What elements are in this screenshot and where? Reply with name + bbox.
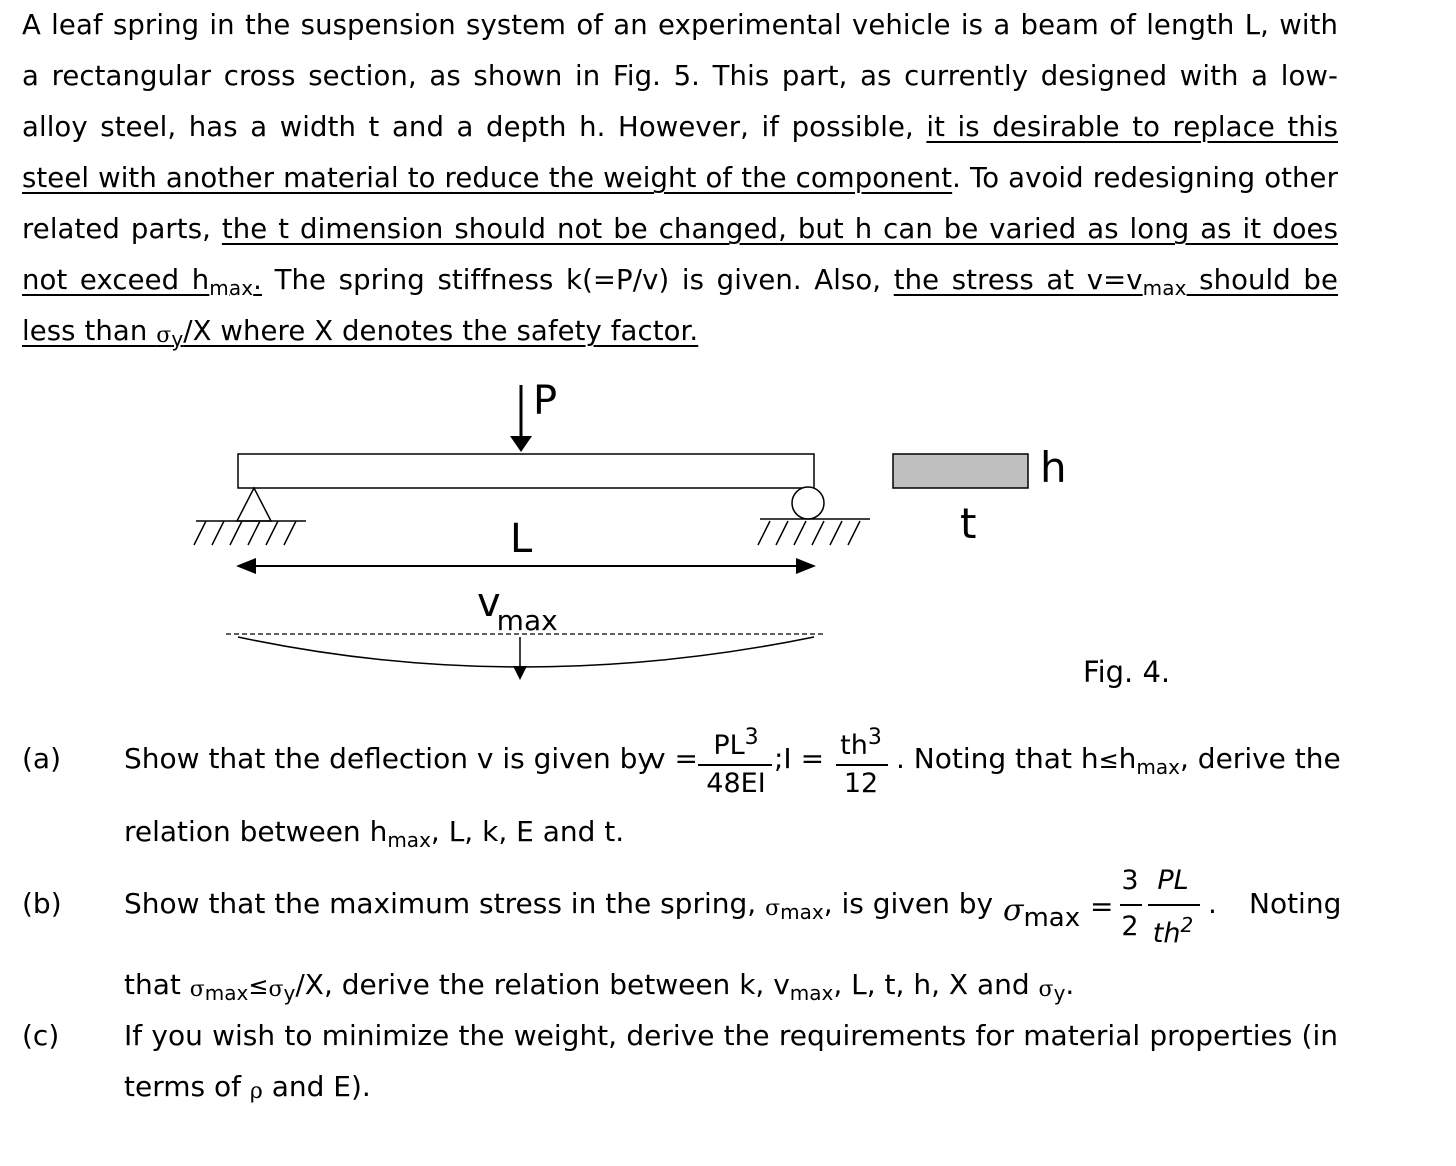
question-c-label: (c) bbox=[22, 1019, 60, 1052]
hmax-subscript: max bbox=[209, 276, 254, 300]
width-label: t bbox=[960, 499, 977, 548]
fraction-1-denominator: 48EI bbox=[706, 768, 766, 799]
length-label: L bbox=[510, 516, 533, 562]
qb-l2-le: ≤ bbox=[248, 972, 269, 1000]
num2-exp: 3 bbox=[867, 725, 882, 750]
qa-line2-sub: max bbox=[387, 828, 431, 852]
coef-bar bbox=[1120, 904, 1142, 906]
sigma-y-subscript: y bbox=[171, 327, 184, 351]
qb-l2c: , L, t, h, X and bbox=[833, 968, 1039, 1001]
intro-underline-2-end: . bbox=[253, 264, 263, 296]
qb-l2-sub4: y bbox=[1053, 981, 1066, 1005]
sigma-symbol: σ bbox=[156, 323, 172, 348]
qa-text2: . Noting that h bbox=[896, 742, 1099, 775]
deflected-curve bbox=[238, 637, 814, 667]
qb-l2-sigma3: σ bbox=[1038, 977, 1054, 1002]
question-b-dot: . bbox=[1208, 887, 1217, 920]
question-c-line-2 bbox=[124, 1070, 371, 1104]
qb-sigma: σ bbox=[765, 896, 781, 921]
intro-underline-3-c: /X where X denotes the safety factor. bbox=[183, 315, 699, 347]
vmax-arrow bbox=[513, 637, 527, 680]
num1-text: PL bbox=[713, 730, 745, 761]
question-a-line-2 bbox=[124, 815, 625, 852]
question-c-line-1: If you wish to minimize the weight, derive the requirements for material properties (in bbox=[124, 1019, 1338, 1052]
stress-den-text: th bbox=[1152, 918, 1181, 949]
question-a-eq-v: v = bbox=[649, 742, 698, 775]
vmax-subscript: max bbox=[1142, 276, 1187, 300]
question-a-text-2 bbox=[896, 742, 1341, 779]
question-b-label: (b) bbox=[22, 887, 62, 920]
qa-line2-end: , L, k, E and t. bbox=[430, 815, 625, 848]
qb-l2b: /X, derive the relation between k, v bbox=[295, 968, 790, 1001]
roller-support bbox=[758, 487, 870, 545]
cross-section bbox=[893, 454, 1028, 488]
intro-underline-2-text: the t dimension should not be changed, but h can be varied as long as it does not exceed h bbox=[22, 213, 1338, 296]
intro-underline-3-b: should be less than bbox=[22, 264, 1339, 347]
question-b-eq-sigma bbox=[1003, 893, 1081, 933]
fraction-2-numerator bbox=[834, 727, 888, 759]
figure-caption: Fig. 4. bbox=[1083, 655, 1171, 689]
question-a-mid: ;I = bbox=[774, 742, 825, 775]
coef-denominator: 2 bbox=[1121, 911, 1139, 942]
pin-support bbox=[194, 488, 306, 545]
fraction-1-bar bbox=[698, 764, 772, 766]
rho-symbol: ρ bbox=[249, 1079, 263, 1104]
intro-underline-3-text: the stress at v=v bbox=[893, 264, 1143, 296]
question-a-text: Show that the deflection v is given by bbox=[124, 742, 654, 775]
vmax-label bbox=[477, 580, 558, 637]
question-a-label: (a) bbox=[22, 742, 62, 775]
intro-underline-1: it is desirable to replace this steel with another material to reduce the weight of the component bbox=[22, 111, 1338, 194]
load-label: P bbox=[533, 378, 558, 424]
qb-eq-sigma: σ bbox=[1003, 893, 1024, 928]
qb-l2-sub3: max bbox=[789, 981, 834, 1005]
qb-text2: , is given by bbox=[823, 887, 994, 920]
intro-text-1: A leaf spring in the suspension system of an experimental vehicle is a beam of length L, with a rectangular cross section, as shown in Fig. 5. This part, as currently designed with a low-alloy steel, has a width t and a depth h. However, if possible, bbox=[22, 9, 1338, 143]
question-b-noting: Noting bbox=[1249, 887, 1342, 920]
qa-hmax-sub: max bbox=[1136, 755, 1180, 779]
vmax-sub: max bbox=[496, 604, 558, 637]
fraction-2-bar bbox=[836, 764, 888, 766]
qb-l2-sub: max bbox=[204, 981, 249, 1005]
question-b-equals: = bbox=[1090, 890, 1114, 923]
qb-l2-sigma2: σ bbox=[268, 977, 284, 1002]
qb-l2-sigma: σ bbox=[189, 977, 205, 1002]
num1-exp: 3 bbox=[744, 725, 759, 750]
qb-l2d: . bbox=[1065, 968, 1075, 1001]
qa-le: ≤ bbox=[1098, 746, 1119, 774]
fraction-2-denominator: 12 bbox=[843, 768, 879, 799]
qb-l2-sub2: y bbox=[283, 981, 296, 1005]
stress-bar bbox=[1148, 904, 1200, 906]
qc-l2b: and E). bbox=[262, 1070, 371, 1103]
beam bbox=[238, 454, 814, 488]
qb-l2a: that bbox=[124, 968, 190, 1001]
intro-text-3: The spring stiffness k(=P/v) is given. Also, bbox=[262, 264, 894, 296]
qc-l2a: terms of bbox=[124, 1070, 250, 1103]
fraction-1-numerator bbox=[700, 727, 772, 759]
qb-text1: Show that the maximum stress in the spring, bbox=[124, 887, 757, 920]
qb-sigma-sub: max bbox=[780, 900, 824, 924]
height-label: h bbox=[1040, 443, 1067, 492]
coef-numerator: 3 bbox=[1121, 865, 1139, 896]
qa-line2: relation between h bbox=[124, 815, 388, 848]
question-b-line-2 bbox=[124, 968, 1075, 1005]
stress-denominator bbox=[1147, 915, 1199, 947]
qa-text3: h bbox=[1118, 742, 1137, 775]
num2-text: th bbox=[840, 730, 868, 761]
question-b-text bbox=[124, 887, 994, 924]
stress-den-exp: 2 bbox=[1180, 913, 1194, 937]
intro-text-2: . To avoid redesigning other related parts, bbox=[22, 162, 1338, 245]
stress-numerator: PL bbox=[1157, 865, 1189, 896]
vmax-v: v bbox=[477, 580, 501, 626]
qa-text4: , derive the bbox=[1180, 742, 1341, 775]
load-arrow bbox=[510, 385, 532, 452]
qb-eq-sigma-sub: max bbox=[1023, 903, 1081, 933]
